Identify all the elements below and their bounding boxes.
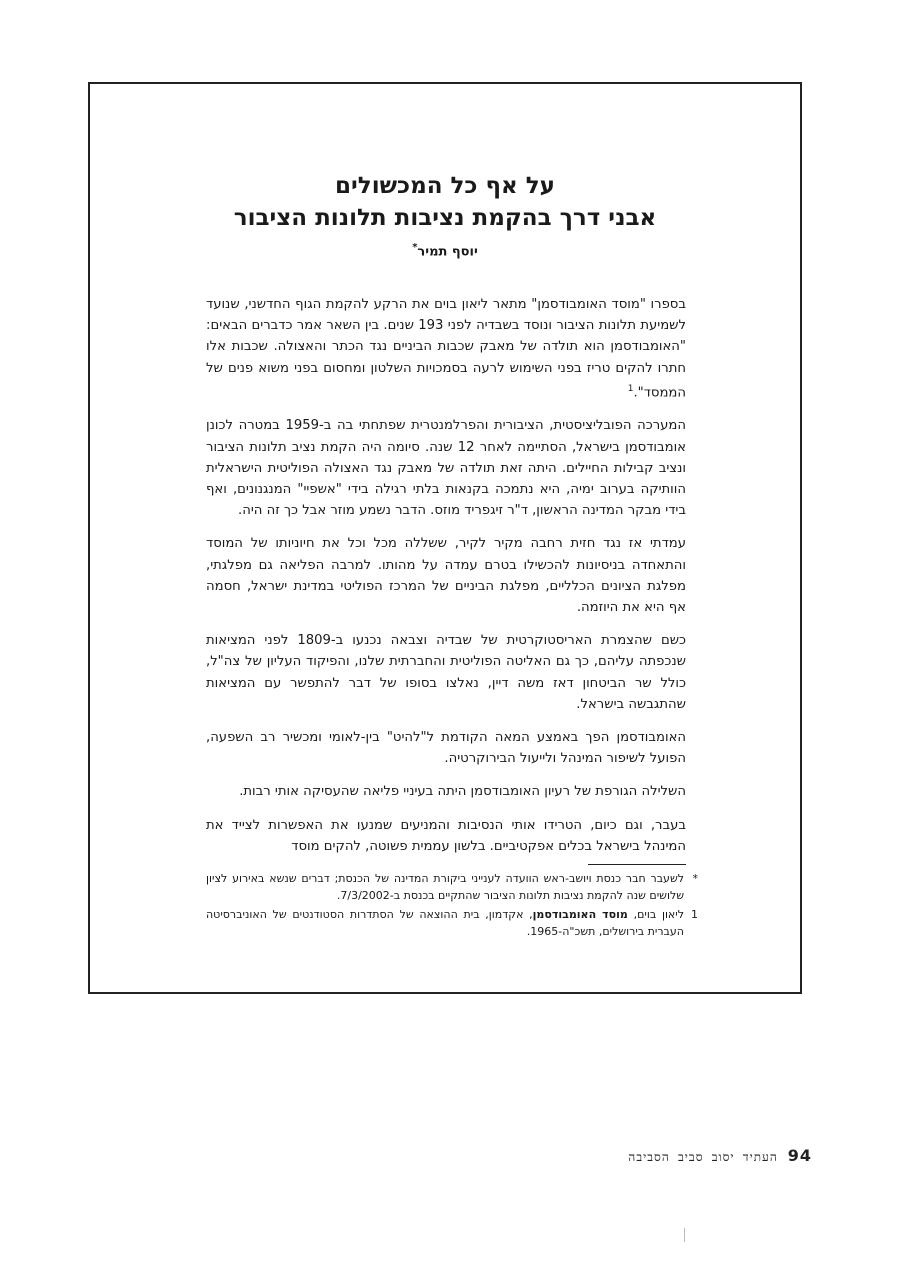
- paragraph: [206, 294, 686, 403]
- footnotes: [206, 870, 698, 942]
- footnote: [206, 906, 698, 940]
- page-number: 94: [787, 1146, 812, 1165]
- footnote-text: לשעבר חבר כנסת ויושב-ראש הוועדה לענייני ביקורת המדינה של הכנסת; דברים שנשא באירוע לציון שלושים שנה להקמת נציבות תלונות הציבור שהתקיים בכנסת ב-7/3/2002.: [206, 872, 684, 902]
- page-footer: [628, 1146, 812, 1165]
- paragraph: כשם שהצמרת האריסטוקרטית של שבדיה וצבאה נכנעו ב-1809 לפני המציאות שנכפתה עליהם, כך גם האליטה הפוליטית והחברתית שלנו, והפיקוד העליון של צה"ל, כולל שר הביטחון דאז משה דיין, נאלצו בסופו של דבר להתפשר עם המציאות שהתגבשה בישראל.: [206, 633, 687, 712]
- author-byline: [90, 242, 800, 259]
- author-footnote-mark: *: [412, 242, 418, 253]
- footnote: [206, 870, 698, 904]
- footnote-publisher: , אקדמון, בית ההוצאה של הסתדרות הסטודנטים של האוניברסיטה העברית בירושלים, תשכ"ה-1965.: [206, 908, 684, 938]
- running-title: העתיד יסוב סביב הסביבה: [628, 1150, 778, 1164]
- footnote-mark: 1: [691, 908, 698, 921]
- paragraph: בעבר, וגם כיום, הטרידו אותי הנסיבות והמניעים שמנעו את האפשרות לצייד את המינהל בישראל בכלים אפקטיביים. בלשון עממית פשוטה, להקים מוסד: [206, 817, 686, 854]
- footnote-text: [206, 906, 684, 940]
- footnote-book-title: מוסד האומבודסמן: [532, 908, 628, 921]
- scan-mark: [684, 1228, 685, 1242]
- article-body: [206, 294, 686, 869]
- author-name: יוסף תמיר: [417, 244, 478, 260]
- paragraph: השלילה הגורפת של רעיון האומבודסמן היתה בעיניי פליאה שהעסיקה אותי רבות.: [239, 784, 686, 800]
- paragraph: המערכה הפובליציסטית, הציבורית והפרלמנטרית שפתחתי בה ב-1959 במטרה לכונן אומבודסמן בישראל, הסתיימה לאחר 12 שנה. סיומה היה הקמת נציב תלונות הציבור ונציב קבילות החיילים. היתה זאת תולדה של מאבק נגד האצולה הפוליטית הישראלית הוותיקה בערוב ימיה, היא נתמכה בקנאות בלתי רגילה בידי "אשפיי" המנגנונים, ואף בידי מבקר המדינה הראשון, ד"ר זיגפריד מוזס. הדבר נשמע מוזר אבל כך זה היה.: [206, 418, 686, 519]
- footnote-divider: [588, 864, 686, 865]
- page-title: על אף כל המכשולים: [335, 173, 555, 199]
- footnote-author: ליאון בוים,: [627, 908, 684, 921]
- page-subtitle: אבני דרך בהקמת נציבות תלונות הציבור: [233, 205, 657, 231]
- paragraph: עמדתי אז נגד חזית רחבה מקיר לקיר, ששללה מכל וכל את חיוניותו של המוסד והתאחדה בניסיונות להכשילו בטרם עמדה על מהותו. למרבה הפליאה גם מפלגתי, מפלגת הציונים הכלליים, מפלגת הביניים של המרכז הפוליטי במדינת ישראל, חסמה אף היא את היוזמה.: [206, 536, 686, 616]
- footnote-mark: *: [692, 872, 698, 885]
- paragraph: האומבודסמן הפך באמצע המאה הקודמת ל"להיט" בין-לאומי ומכשיר רב השפעה, הפועל לשיפור המינהל ולייעול הבירוקרטיה.: [206, 730, 686, 767]
- page-frame: [88, 82, 802, 994]
- title-block: [90, 170, 800, 259]
- paragraph-text: בספרו "מוסד האומבודסמן" מתאר ליאון בוים את הרקע להקמת הגוף החדשני, שנועד לשמיעת תלונות הציבור ונוסד בשבדיה לפני 193 שנים. בין השאר אמר כדברים הבאים: "האומבודסמן הוא תולדה של מאבק שכבות הביניים נגד הכתר והאצולה. שכבות אלו חתרו להקים טריז בפני השימוש לרעה בסמכויות השלטון ומחסום בפני משוא פנים של הממסד".: [206, 297, 686, 401]
- footnote-reference: 1: [627, 383, 634, 394]
